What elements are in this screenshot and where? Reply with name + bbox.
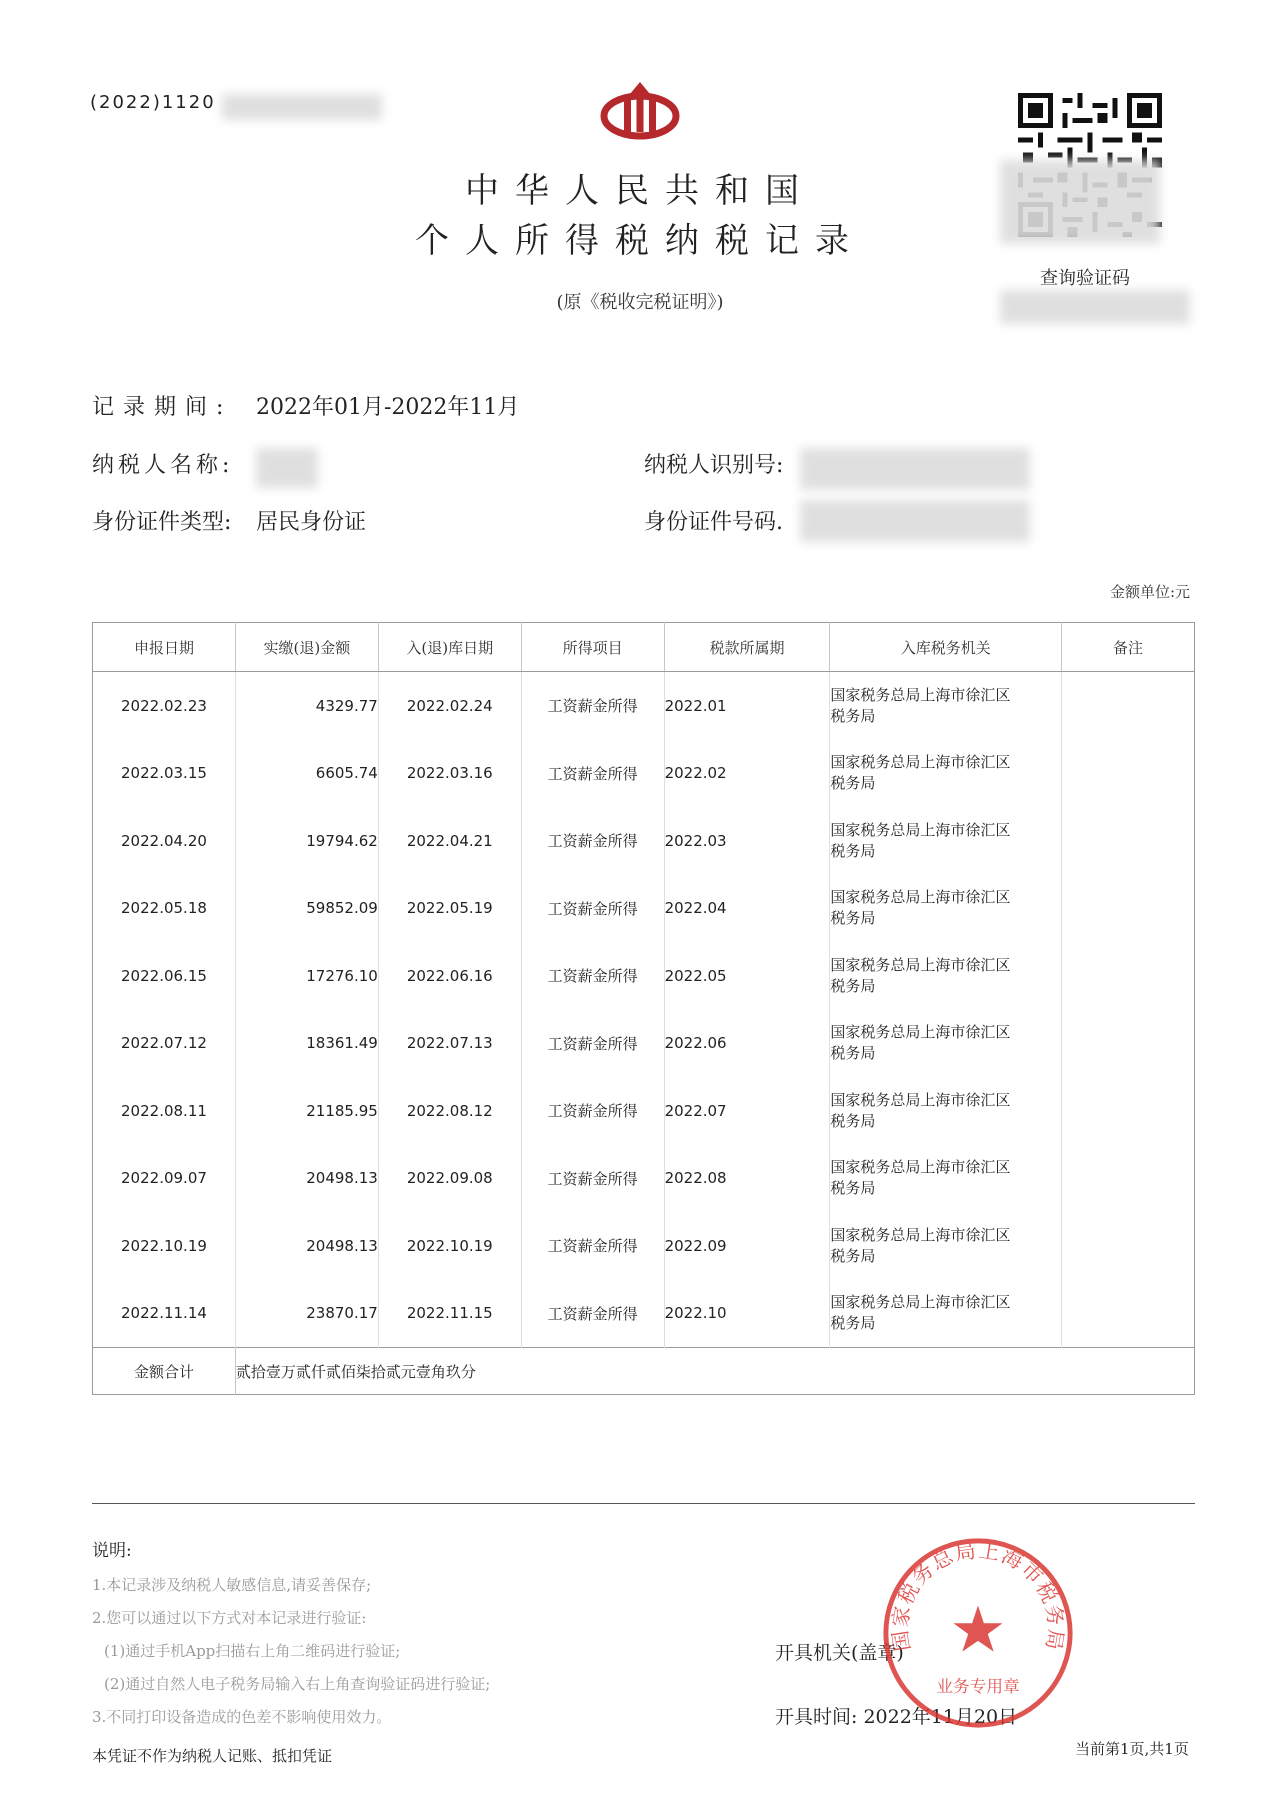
cell-tax-authority (830, 1280, 1062, 1348)
seal-subtext: 业务专用章 (936, 1676, 1020, 1696)
cell-tax-period: 2022.07 (664, 1077, 830, 1145)
table-row (93, 1280, 1195, 1348)
cell-declare-date: 2022.04.20 (93, 807, 236, 875)
authority-line1: 国家税务总局上海市徐汇区 (830, 1158, 1011, 1177)
cell-vault-date: 2022.05.19 (378, 875, 521, 943)
cell-income-item: 工资薪金所得 (521, 740, 664, 808)
cell-amount: 21185.95 (235, 1077, 378, 1145)
header-income-item: 所得项目 (521, 623, 664, 672)
note-item: (2)通过自然人电子税务局输入右上角查询验证码进行验证; (104, 1675, 491, 1693)
cell-income-item: 工资薪金所得 (521, 1077, 664, 1145)
table-row (93, 1145, 1195, 1213)
note-item: 2.您可以通过以下方式对本记录进行验证: (92, 1609, 367, 1627)
cell-remarks (1062, 1280, 1195, 1348)
taxpayer-id-label: 纳税人识别号: (644, 453, 784, 478)
redacted-verification-code (1000, 290, 1190, 324)
authority-line2: 税务局 (830, 1179, 876, 1198)
cell-tax-period: 2022.06 (664, 1010, 830, 1078)
note-item: (1)通过手机App扫描右上角二维码进行验证; (104, 1642, 401, 1660)
authority-line1: 国家税务总局上海市徐汇区 (830, 1225, 1011, 1244)
redacted-id-number (800, 500, 1030, 542)
cell-amount: 18361.49 (235, 1010, 378, 1078)
cell-declare-date: 2022.03.15 (93, 740, 236, 808)
cell-amount: 20498.13 (235, 1145, 378, 1213)
tax-records-table (92, 622, 1195, 1395)
document-title-line1: 中华人民共和国 (465, 171, 815, 211)
cell-declare-date: 2022.05.18 (93, 875, 236, 943)
cell-remarks (1062, 1010, 1195, 1078)
table-row (93, 672, 1195, 740)
redacted-taxpayer-name (256, 448, 318, 488)
authority-line1: 国家税务总局上海市徐汇区 (830, 955, 1011, 974)
cell-amount: 20498.13 (235, 1212, 378, 1280)
cell-declare-date: 2022.10.19 (93, 1212, 236, 1280)
cell-declare-date: 2022.07.12 (93, 1010, 236, 1078)
cell-tax-period: 2022.09 (664, 1212, 830, 1280)
divider (92, 1503, 1195, 1504)
document-title-line2: 个人所得税纳税记录 (415, 221, 865, 261)
cell-vault-date: 2022.03.16 (378, 740, 521, 808)
cell-vault-date: 2022.06.16 (378, 942, 521, 1010)
cell-income-item: 工资薪金所得 (521, 672, 664, 740)
header-tax-authority: 入库税务机关 (830, 623, 1062, 672)
cell-income-item: 工资薪金所得 (521, 1212, 664, 1280)
cell-remarks (1062, 740, 1195, 808)
note-item: 3.不同打印设备造成的色差不影响使用效力。 (92, 1708, 392, 1726)
redacted-taxpayer-id (800, 448, 1030, 490)
authority-line2: 税务局 (830, 909, 876, 928)
amount-unit-label: 金额单位:元 (1110, 583, 1191, 601)
authority-line1: 国家税务总局上海市徐汇区 (830, 1023, 1011, 1042)
redacted-serial (222, 94, 382, 120)
cell-remarks (1062, 807, 1195, 875)
cell-tax-period: 2022.03 (664, 807, 830, 875)
table-row (93, 740, 1195, 808)
tax-emblem-icon (600, 80, 680, 140)
cell-declare-date: 2022.08.11 (93, 1077, 236, 1145)
header-tax-period: 税款所属期 (664, 623, 830, 672)
notes-title: 说明: (92, 1541, 132, 1561)
authority-line1: 国家税务总局上海市徐汇区 (830, 820, 1011, 839)
cell-tax-authority (830, 1145, 1062, 1213)
authority-line2: 税务局 (830, 1111, 876, 1130)
issue-time: 开具时间: 2022年11月20日 (775, 1706, 1018, 1728)
authority-line1: 国家税务总局上海市徐汇区 (830, 753, 1011, 772)
id-type-value: 居民身份证 (256, 510, 367, 535)
cell-vault-date: 2022.04.21 (378, 807, 521, 875)
record-period-value: 2022年01月-2022年11月 (256, 395, 520, 420)
cell-tax-authority (830, 1077, 1062, 1145)
official-seal-icon (880, 1535, 1076, 1731)
cell-remarks (1062, 1212, 1195, 1280)
cell-amount: 4329.77 (235, 672, 378, 740)
document-subtitle: (原《税收完税证明》) (556, 292, 724, 313)
header-vault-date: 入(退)库日期 (378, 623, 521, 672)
issuing-authority-label: 开具机关(盖章) (775, 1642, 904, 1664)
authority-line2: 税务局 (830, 1314, 876, 1333)
table-row (93, 807, 1195, 875)
note-item: 1.本记录涉及纳税人敏感信息,请妥善保存; (92, 1576, 372, 1594)
authority-line2: 税务局 (830, 976, 876, 995)
cell-amount: 6605.74 (235, 740, 378, 808)
authority-line2: 税务局 (830, 841, 876, 860)
authority-line2: 税务局 (830, 774, 876, 793)
cell-income-item: 工资薪金所得 (521, 875, 664, 943)
table-row (93, 1077, 1195, 1145)
id-type-label: 身份证件类型: (92, 510, 232, 535)
cell-tax-period: 2022.08 (664, 1145, 830, 1213)
cell-tax-period: 2022.05 (664, 942, 830, 1010)
cell-remarks (1062, 875, 1195, 943)
cell-tax-period: 2022.10 (664, 1280, 830, 1348)
authority-line2: 税务局 (830, 1246, 876, 1265)
cell-tax-authority (830, 740, 1062, 808)
cell-declare-date: 2022.02.23 (93, 672, 236, 740)
cell-vault-date: 2022.09.08 (378, 1145, 521, 1213)
authority-line2: 税务局 (830, 1044, 876, 1063)
table-row (93, 1212, 1195, 1280)
cell-vault-date: 2022.02.24 (378, 672, 521, 740)
total-value: 贰拾壹万贰仟贰佰柒拾贰元壹角玖分 (235, 1348, 1194, 1395)
disclaimer: 本凭证不作为纳税人记账、抵扣凭证 (92, 1747, 333, 1765)
page-number: 当前第1页,共1页 (1075, 1740, 1189, 1758)
cell-vault-date: 2022.11.15 (378, 1280, 521, 1348)
cell-remarks (1062, 672, 1195, 740)
seal-text: 国家税务总局上海市税务局 (887, 1538, 1069, 1653)
table-row (93, 942, 1195, 1010)
table-row (93, 1010, 1195, 1078)
cell-tax-period: 2022.01 (664, 672, 830, 740)
cell-amount: 17276.10 (235, 942, 378, 1010)
cell-tax-authority (830, 807, 1062, 875)
cell-vault-date: 2022.07.13 (378, 1010, 521, 1078)
cell-tax-authority (830, 942, 1062, 1010)
header-remarks: 备注 (1062, 623, 1195, 672)
cell-amount: 19794.62 (235, 807, 378, 875)
cell-amount: 59852.09 (235, 875, 378, 943)
total-label: 金额合计 (93, 1348, 236, 1395)
header-declare-date: 申报日期 (93, 623, 236, 672)
authority-line1: 国家税务总局上海市徐汇区 (830, 1293, 1011, 1312)
cell-tax-period: 2022.04 (664, 875, 830, 943)
cell-declare-date: 2022.11.14 (93, 1280, 236, 1348)
cell-tax-authority (830, 875, 1062, 943)
table-header-row (93, 623, 1195, 672)
header-amount: 实缴(退)金额 (235, 623, 378, 672)
cell-income-item: 工资薪金所得 (521, 1145, 664, 1213)
cell-vault-date: 2022.10.19 (378, 1212, 521, 1280)
cell-tax-authority (830, 672, 1062, 740)
cell-vault-date: 2022.08.12 (378, 1077, 521, 1145)
cell-income-item: 工资薪金所得 (521, 1280, 664, 1348)
qr-caption: 查询验证码 (1040, 268, 1130, 289)
cell-income-item: 工资薪金所得 (521, 807, 664, 875)
cell-income-item: 工资薪金所得 (521, 942, 664, 1010)
record-period-label: 记录期间: (92, 395, 233, 420)
total-row (93, 1348, 1195, 1395)
cell-declare-date: 2022.09.07 (93, 1145, 236, 1213)
cell-tax-period: 2022.02 (664, 740, 830, 808)
cell-remarks (1062, 942, 1195, 1010)
redacted-qr-area (1000, 160, 1160, 244)
cell-remarks (1062, 1077, 1195, 1145)
cell-amount: 23870.17 (235, 1280, 378, 1348)
cell-remarks (1062, 1145, 1195, 1213)
cell-tax-authority (830, 1212, 1062, 1280)
table-row (93, 875, 1195, 943)
cell-declare-date: 2022.06.15 (93, 942, 236, 1010)
authority-line1: 国家税务总局上海市徐汇区 (830, 685, 1011, 704)
authority-line1: 国家税务总局上海市徐汇区 (830, 1090, 1011, 1109)
serial-number: (2022)1120 (90, 92, 216, 113)
id-number-label: 身份证件号码. (644, 510, 783, 535)
authority-line2: 税务局 (830, 706, 876, 725)
authority-line1: 国家税务总局上海市徐汇区 (830, 888, 1011, 907)
cell-tax-authority (830, 1010, 1062, 1078)
taxpayer-name-label: 纳税人名称: (92, 453, 234, 478)
cell-income-item: 工资薪金所得 (521, 1010, 664, 1078)
